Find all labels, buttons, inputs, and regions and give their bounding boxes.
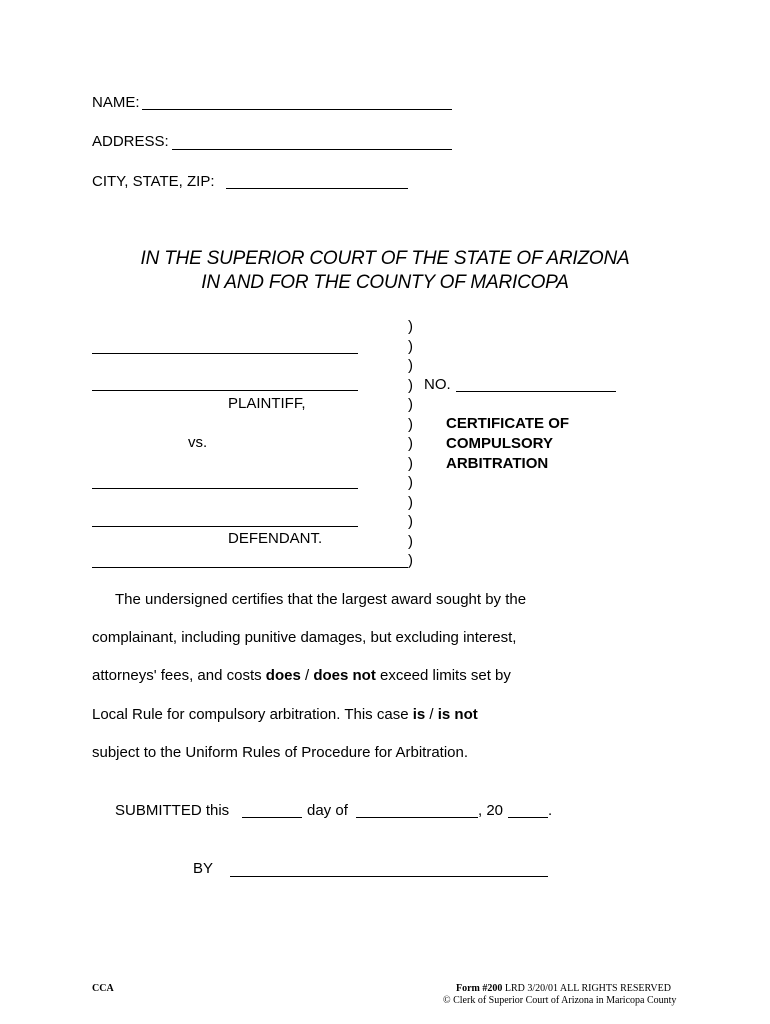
plaintiff-label: PLAINTIFF, — [228, 395, 306, 412]
body-line-1: The undersigned certifies that the largest award sought by the — [115, 591, 527, 608]
form-details: LRD 3/20/01 ALL RIGHTS RESERVED — [502, 983, 671, 994]
footer-form-info — [456, 983, 671, 994]
by-label: BY — [193, 860, 214, 877]
body-text: Local Rule for compulsory arbitration. This case — [92, 706, 413, 723]
caption-bottom-line — [92, 567, 408, 568]
city-state-zip-label: CITY, STATE, ZIP: — [92, 173, 215, 190]
city-state-zip-field-line[interactable] — [226, 188, 408, 189]
caption-parenthesis: ) — [408, 396, 413, 413]
certificate-title-line: CERTIFICATE OF — [446, 415, 570, 432]
caption-parenthesis: ) — [408, 357, 413, 374]
name-field-line[interactable] — [142, 109, 452, 110]
caption-parenthesis: ) — [408, 337, 413, 355]
caption-parenthesis: ) — [408, 435, 413, 452]
court-heading-line2: IN AND FOR THE COUNTY OF MARICOPA — [201, 272, 569, 293]
year-prefix-label: , 20 — [478, 802, 504, 819]
body-line-5: subject to the Uniform Rules of Procedure for Arbitration. — [92, 744, 469, 761]
caption-parenthesis: ) — [408, 532, 413, 550]
address-label: ADDRESS: — [92, 133, 169, 150]
caption-parenthesis: ) — [408, 454, 413, 472]
address-field-line[interactable] — [172, 149, 452, 150]
certificate-title-line: ARBITRATION — [446, 455, 549, 472]
caption-parenthesis: ) — [408, 318, 413, 335]
vs-label: vs. — [188, 434, 208, 451]
caption-parenthesis-column — [408, 317, 413, 571]
day-of-label: day of — [307, 802, 348, 819]
body-line-4 — [92, 706, 478, 723]
court-heading-line1: IN THE SUPERIOR COURT OF THE STATE OF ARIZONA — [140, 248, 630, 269]
caption-parenthesis: ) — [408, 376, 413, 394]
option-separator: / — [300, 667, 314, 684]
caption-parenthesis: ) — [408, 552, 413, 569]
submitted-day-field-line[interactable] — [242, 817, 302, 818]
body-text: attorneys' fees, and costs — [92, 667, 266, 684]
signature-field-line[interactable] — [230, 876, 548, 877]
submitted-year-field-line[interactable] — [508, 817, 548, 818]
form-number: Form #200 — [456, 983, 503, 994]
submitted-month-field-line[interactable] — [356, 817, 478, 818]
body-line-2: complainant, including punitive damages, but excluding interest, — [92, 629, 517, 646]
submitted-period: . — [548, 802, 553, 819]
defendant-label: DEFENDANT. — [228, 530, 323, 547]
caption-parenthesis: ) — [408, 513, 413, 530]
name-label: NAME: — [92, 94, 140, 111]
body-text: exceed limits set by — [375, 667, 511, 684]
case-number-label: NO. — [424, 376, 451, 393]
does-not-option[interactable]: does not — [313, 667, 376, 684]
option-separator: / — [425, 706, 438, 723]
plaintiff-line-1[interactable] — [92, 353, 358, 354]
does-option[interactable]: does — [265, 667, 301, 684]
footer-copyright: © Clerk of Superior Court of Arizona in Maricopa County — [443, 995, 677, 1006]
plaintiff-line-2[interactable] — [92, 390, 358, 391]
submitted-label: SUBMITTED this — [115, 802, 230, 819]
certificate-title-line: COMPULSORY — [446, 435, 553, 452]
footer-left-code: CCA — [92, 983, 114, 994]
defendant-line-2[interactable] — [92, 526, 358, 527]
defendant-line-1[interactable] — [92, 488, 358, 489]
is-option[interactable]: is — [412, 706, 426, 723]
body-line-3 — [92, 667, 511, 684]
case-number-field-line[interactable] — [456, 391, 616, 392]
is-not-option[interactable]: is not — [437, 706, 478, 723]
certificate-title — [446, 414, 569, 474]
caption-parenthesis: ) — [408, 493, 413, 511]
caption-parenthesis: ) — [408, 415, 413, 433]
caption-parenthesis: ) — [408, 474, 413, 491]
